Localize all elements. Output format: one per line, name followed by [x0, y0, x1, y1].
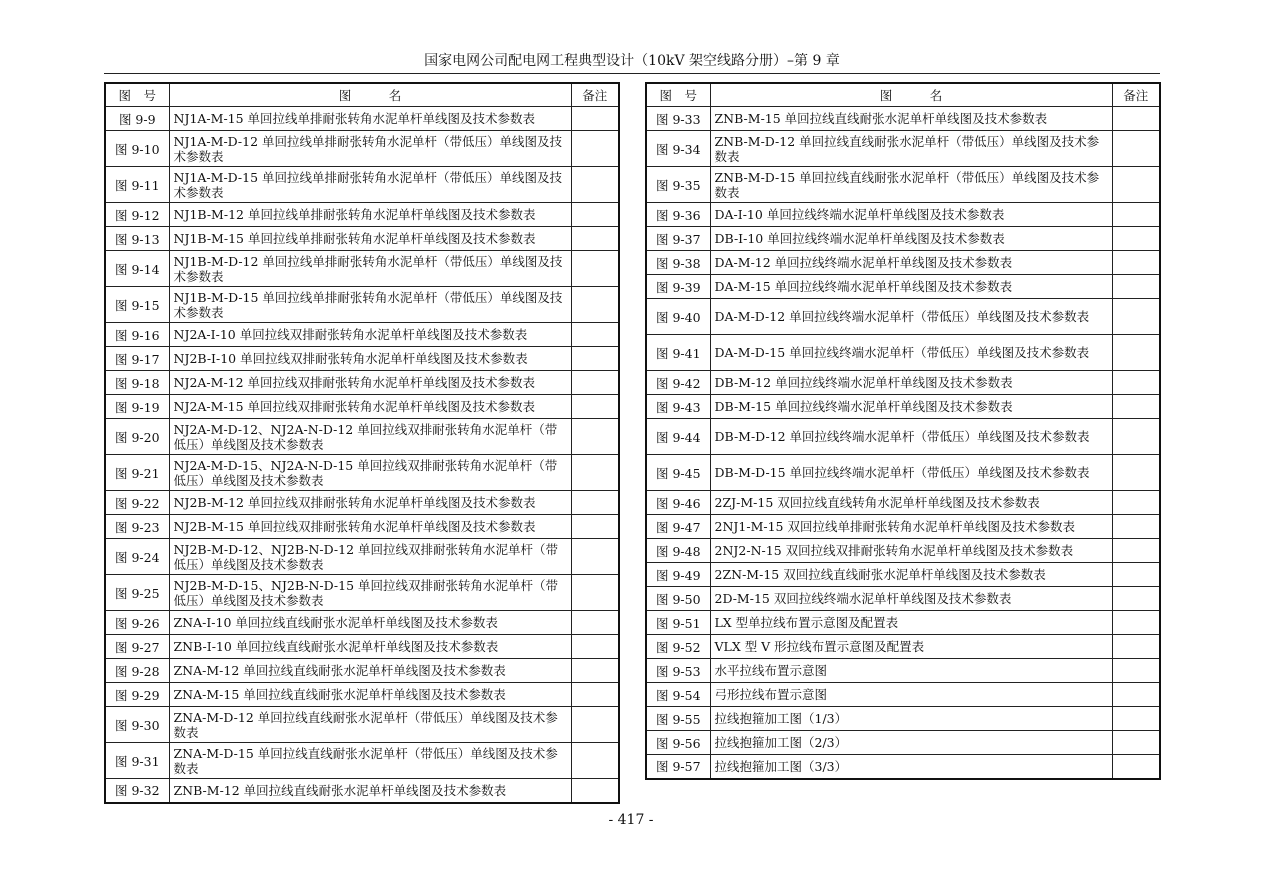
figure-title: DB-M-12 单回拉线终端水泥单杆单线图及技术参数表	[710, 371, 1112, 395]
figure-title: VLX 型 V 形拉线布置示意图及配置表	[710, 635, 1112, 659]
figure-number: 图 9-37	[646, 227, 710, 251]
table-row	[646, 611, 1160, 635]
figure-title: ZNA-M-D-15 单回拉线直线耐张水泥单杆（带低压）单线图及技术参数表	[169, 743, 571, 779]
table-row	[105, 539, 619, 575]
remark-cell	[571, 203, 619, 227]
figure-number: 图 9-47	[646, 515, 710, 539]
figure-number: 图 9-53	[646, 659, 710, 683]
figure-number: 图 9-41	[646, 335, 710, 371]
figure-number: 图 9-14	[105, 251, 169, 287]
figure-title: NJ2B-M-D-12、NJ2B-N-D-12 单回拉线双排耐张转角水泥单杆（带低压）单线图及技术参数表	[169, 539, 571, 575]
remark-cell	[571, 107, 619, 131]
col-header-name: 图 名	[169, 83, 571, 107]
remark-cell	[571, 347, 619, 371]
table-row	[646, 707, 1160, 731]
table-row	[105, 611, 619, 635]
table-row	[646, 203, 1160, 227]
figure-number: 图 9-39	[646, 275, 710, 299]
remark-cell	[1112, 335, 1160, 371]
figure-number: 图 9-15	[105, 287, 169, 323]
figure-number: 图 9-31	[105, 743, 169, 779]
table-row	[646, 167, 1160, 203]
remark-cell	[1112, 683, 1160, 707]
table-row	[105, 515, 619, 539]
figure-title: NJ1B-M-D-12 单回拉线单排耐张转角水泥单杆（带低压）单线图及技术参数表	[169, 251, 571, 287]
figure-number: 图 9-49	[646, 563, 710, 587]
figure-title: NJ2A-M-12 单回拉线双排耐张转角水泥单杆单线图及技术参数表	[169, 371, 571, 395]
figure-title: DB-I-10 单回拉线终端水泥单杆单线图及技术参数表	[710, 227, 1112, 251]
figure-number: 图 9-18	[105, 371, 169, 395]
page-number: - 417 -	[608, 812, 654, 828]
figure-number: 图 9-36	[646, 203, 710, 227]
table-row	[105, 743, 619, 779]
table-row	[105, 683, 619, 707]
remark-cell	[571, 575, 619, 611]
remark-cell	[1112, 251, 1160, 275]
table-row	[646, 563, 1160, 587]
remark-cell	[571, 167, 619, 203]
figure-title: NJ2B-M-D-15、NJ2B-N-D-15 单回拉线双排耐张转角水泥单杆（带低压）单线图及技术参数表	[169, 575, 571, 611]
figure-title: NJ2A-I-10 单回拉线双排耐张转角水泥单杆单线图及技术参数表	[169, 323, 571, 347]
figure-number: 图 9-50	[646, 587, 710, 611]
figure-number: 图 9-42	[646, 371, 710, 395]
remark-cell	[1112, 107, 1160, 131]
table-row	[646, 635, 1160, 659]
figure-number: 图 9-30	[105, 707, 169, 743]
figure-number: 图 9-9	[105, 107, 169, 131]
remark-cell	[1112, 611, 1160, 635]
table-row	[105, 227, 619, 251]
remark-cell	[571, 779, 619, 803]
table-row	[105, 287, 619, 323]
figure-title: NJ2B-M-15 单回拉线双排耐张转角水泥单杆单线图及技术参数表	[169, 515, 571, 539]
remark-cell	[1112, 731, 1160, 755]
table-row	[646, 395, 1160, 419]
table-row	[646, 659, 1160, 683]
figure-index-table-right	[645, 82, 1161, 780]
figure-number: 图 9-24	[105, 539, 169, 575]
table-row	[646, 539, 1160, 563]
figure-title: LX 型单拉线布置示意图及配置表	[710, 611, 1112, 635]
table-row	[646, 299, 1160, 335]
figure-number: 图 9-12	[105, 203, 169, 227]
table-row	[105, 251, 619, 287]
remark-cell	[1112, 755, 1160, 779]
col-header-num: 图 号	[646, 83, 710, 107]
remark-cell	[571, 395, 619, 419]
figure-number: 图 9-17	[105, 347, 169, 371]
remark-cell	[571, 683, 619, 707]
figure-number: 图 9-28	[105, 659, 169, 683]
figure-title: NJ1A-M-D-15 单回拉线单排耐张转角水泥单杆（带低压）单线图及技术参数表	[169, 167, 571, 203]
figure-title: NJ1A-M-15 单回拉线单排耐张转角水泥单杆单线图及技术参数表	[169, 107, 571, 131]
remark-cell	[571, 743, 619, 779]
remark-cell	[571, 455, 619, 491]
table-row	[105, 203, 619, 227]
table-row	[105, 419, 619, 455]
remark-cell	[1112, 455, 1160, 491]
table-row	[646, 227, 1160, 251]
remark-cell	[1112, 227, 1160, 251]
remark-cell	[571, 227, 619, 251]
table-row	[646, 587, 1160, 611]
table-body-right	[646, 107, 1160, 779]
figure-title: DB-M-D-12 单回拉线终端水泥单杆（带低压）单线图及技术参数表	[710, 419, 1112, 455]
remark-cell	[1112, 419, 1160, 455]
figure-title: ZNB-M-15 单回拉线直线耐张水泥单杆单线图及技术参数表	[710, 107, 1112, 131]
figure-number: 图 9-27	[105, 635, 169, 659]
table-row	[646, 131, 1160, 167]
remark-cell	[571, 491, 619, 515]
figure-number: 图 9-25	[105, 575, 169, 611]
col-header-remark: 备注	[571, 83, 619, 107]
col-header-name: 图 名	[710, 83, 1112, 107]
figure-number: 图 9-55	[646, 707, 710, 731]
figure-number: 图 9-34	[646, 131, 710, 167]
table-row	[105, 455, 619, 491]
remark-cell	[571, 515, 619, 539]
figure-number: 图 9-20	[105, 419, 169, 455]
figure-number: 图 9-23	[105, 515, 169, 539]
figure-title: NJ2B-I-10 单回拉线双排耐张转角水泥单杆单线图及技术参数表	[169, 347, 571, 371]
figure-title: NJ1A-M-D-12 单回拉线单排耐张转角水泥单杆（带低压）单线图及技术参数表	[169, 131, 571, 167]
figure-number: 图 9-33	[646, 107, 710, 131]
figure-number: 图 9-35	[646, 167, 710, 203]
remark-cell	[571, 659, 619, 683]
remark-cell	[571, 635, 619, 659]
figure-title: ZNB-M-D-15 单回拉线直线耐张水泥单杆（带低压）单线图及技术参数表	[710, 167, 1112, 203]
figure-title: 2NJ2-N-15 双回拉线双排耐张转角水泥单杆单线图及技术参数表	[710, 539, 1112, 563]
table-row	[105, 167, 619, 203]
figure-title: ZNB-I-10 单回拉线直线耐张水泥单杆单线图及技术参数表	[169, 635, 571, 659]
figure-title: 拉线抱箍加工图（3/3）	[710, 755, 1112, 779]
remark-cell	[1112, 131, 1160, 167]
figure-title: DA-I-10 单回拉线终端水泥单杆单线图及技术参数表	[710, 203, 1112, 227]
figure-title: 2NJ1-M-15 双回拉线单排耐张转角水泥单杆单线图及技术参数表	[710, 515, 1112, 539]
table-row	[646, 275, 1160, 299]
figure-title: ZNA-M-15 单回拉线直线耐张水泥单杆单线图及技术参数表	[169, 683, 571, 707]
figure-title: DA-M-D-15 单回拉线终端水泥单杆（带低压）单线图及技术参数表	[710, 335, 1112, 371]
figure-title: NJ1B-M-12 单回拉线单排耐张转角水泥单杆单线图及技术参数表	[169, 203, 571, 227]
remark-cell	[1112, 707, 1160, 731]
table-row	[646, 251, 1160, 275]
table-row	[105, 323, 619, 347]
remark-cell	[1112, 371, 1160, 395]
remark-cell	[1112, 659, 1160, 683]
figure-title: 拉线抱箍加工图（2/3）	[710, 731, 1112, 755]
figure-number: 图 9-21	[105, 455, 169, 491]
figure-title: 弓形拉线布置示意图	[710, 683, 1112, 707]
remark-cell	[571, 419, 619, 455]
remark-cell	[571, 539, 619, 575]
page-header: 国家电网公司配电网工程典型设计（10kV 架空线路分册）–第 9 章	[424, 53, 840, 69]
figure-title: 水平拉线布置示意图	[710, 659, 1112, 683]
table-row	[105, 779, 619, 803]
figure-number: 图 9-48	[646, 539, 710, 563]
table-row	[646, 107, 1160, 131]
table-row	[105, 395, 619, 419]
figure-title: NJ2A-M-15 单回拉线双排耐张转角水泥单杆单线图及技术参数表	[169, 395, 571, 419]
figure-title: DA-M-15 单回拉线终端水泥单杆单线图及技术参数表	[710, 275, 1112, 299]
header-rule	[104, 73, 1160, 74]
figure-number: 图 9-16	[105, 323, 169, 347]
table-row	[646, 491, 1160, 515]
table-row	[646, 755, 1160, 779]
figure-title: NJ1B-M-15 单回拉线单排耐张转角水泥单杆单线图及技术参数表	[169, 227, 571, 251]
figure-title: NJ2A-M-D-15、NJ2A-N-D-15 单回拉线双排耐张转角水泥单杆（带低压）单线图及技术参数表	[169, 455, 571, 491]
figure-number: 图 9-52	[646, 635, 710, 659]
table-row	[105, 707, 619, 743]
remark-cell	[571, 323, 619, 347]
figure-title: 2ZJ-M-15 双回拉线直线转角水泥单杆单线图及技术参数表	[710, 491, 1112, 515]
figure-number: 图 9-38	[646, 251, 710, 275]
table-row	[646, 515, 1160, 539]
figure-number: 图 9-10	[105, 131, 169, 167]
figure-number: 图 9-26	[105, 611, 169, 635]
figure-title: NJ2B-M-12 单回拉线双排耐张转角水泥单杆单线图及技术参数表	[169, 491, 571, 515]
col-header-remark: 备注	[1112, 83, 1160, 107]
remark-cell	[1112, 395, 1160, 419]
figure-title: ZNA-M-12 单回拉线直线耐张水泥单杆单线图及技术参数表	[169, 659, 571, 683]
table-row	[646, 335, 1160, 371]
figure-title: NJ2A-M-D-12、NJ2A-N-D-12 单回拉线双排耐张转角水泥单杆（带低压）单线图及技术参数表	[169, 419, 571, 455]
figure-number: 图 9-11	[105, 167, 169, 203]
figure-number: 图 9-44	[646, 419, 710, 455]
figure-number: 图 9-13	[105, 227, 169, 251]
col-header-num: 图 号	[105, 83, 169, 107]
figure-title: ZNA-I-10 单回拉线直线耐张水泥单杆单线图及技术参数表	[169, 611, 571, 635]
figure-number: 图 9-56	[646, 731, 710, 755]
figure-number: 图 9-46	[646, 491, 710, 515]
table-row	[646, 455, 1160, 491]
remark-cell	[1112, 167, 1160, 203]
remark-cell	[1112, 203, 1160, 227]
table-row	[646, 731, 1160, 755]
table-row	[105, 131, 619, 167]
figure-index-table-left	[104, 82, 620, 804]
remark-cell	[571, 131, 619, 167]
figure-title: 2ZN-M-15 双回拉线直线耐张水泥单杆单线图及技术参数表	[710, 563, 1112, 587]
figure-title: DB-M-D-15 单回拉线终端水泥单杆（带低压）单线图及技术参数表	[710, 455, 1112, 491]
figure-title: ZNB-M-D-12 单回拉线直线耐张水泥单杆（带低压）单线图及技术参数表	[710, 131, 1112, 167]
figure-number: 图 9-32	[105, 779, 169, 803]
table-row	[646, 371, 1160, 395]
figure-title: ZNA-M-D-12 单回拉线直线耐张水泥单杆（带低压）单线图及技术参数表	[169, 707, 571, 743]
remark-cell	[1112, 491, 1160, 515]
figure-title: 拉线抱箍加工图（1/3）	[710, 707, 1112, 731]
table-row	[105, 575, 619, 611]
remark-cell	[1112, 515, 1160, 539]
figure-number: 图 9-29	[105, 683, 169, 707]
remark-cell	[571, 611, 619, 635]
remark-cell	[1112, 539, 1160, 563]
table-row	[105, 347, 619, 371]
remark-cell	[1112, 635, 1160, 659]
remark-cell	[571, 287, 619, 323]
remark-cell	[1112, 299, 1160, 335]
table-body-left	[105, 107, 619, 803]
table-row	[646, 683, 1160, 707]
figure-title: ZNB-M-12 单回拉线直线耐张水泥单杆单线图及技术参数表	[169, 779, 571, 803]
remark-cell	[571, 371, 619, 395]
remark-cell	[1112, 587, 1160, 611]
figure-number: 图 9-19	[105, 395, 169, 419]
remark-cell	[1112, 563, 1160, 587]
figure-number: 图 9-54	[646, 683, 710, 707]
table-row	[105, 659, 619, 683]
figure-title: DB-M-15 单回拉线终端水泥单杆单线图及技术参数表	[710, 395, 1112, 419]
remark-cell	[571, 251, 619, 287]
table-row	[105, 107, 619, 131]
table-header-row	[646, 83, 1160, 107]
table-header-row	[105, 83, 619, 107]
table-row	[646, 419, 1160, 455]
table-row	[105, 491, 619, 515]
figure-number: 图 9-22	[105, 491, 169, 515]
table-row	[105, 371, 619, 395]
table-row	[105, 635, 619, 659]
figure-number: 图 9-45	[646, 455, 710, 491]
remark-cell	[571, 707, 619, 743]
figure-number: 图 9-43	[646, 395, 710, 419]
figure-number: 图 9-40	[646, 299, 710, 335]
figure-title: NJ1B-M-D-15 单回拉线单排耐张转角水泥单杆（带低压）单线图及技术参数表	[169, 287, 571, 323]
figure-number: 图 9-57	[646, 755, 710, 779]
figure-title: 2D-M-15 双回拉线终端水泥单杆单线图及技术参数表	[710, 587, 1112, 611]
figure-title: DA-M-D-12 单回拉线终端水泥单杆（带低压）单线图及技术参数表	[710, 299, 1112, 335]
figure-number: 图 9-51	[646, 611, 710, 635]
remark-cell	[1112, 275, 1160, 299]
figure-title: DA-M-12 单回拉线终端水泥单杆单线图及技术参数表	[710, 251, 1112, 275]
